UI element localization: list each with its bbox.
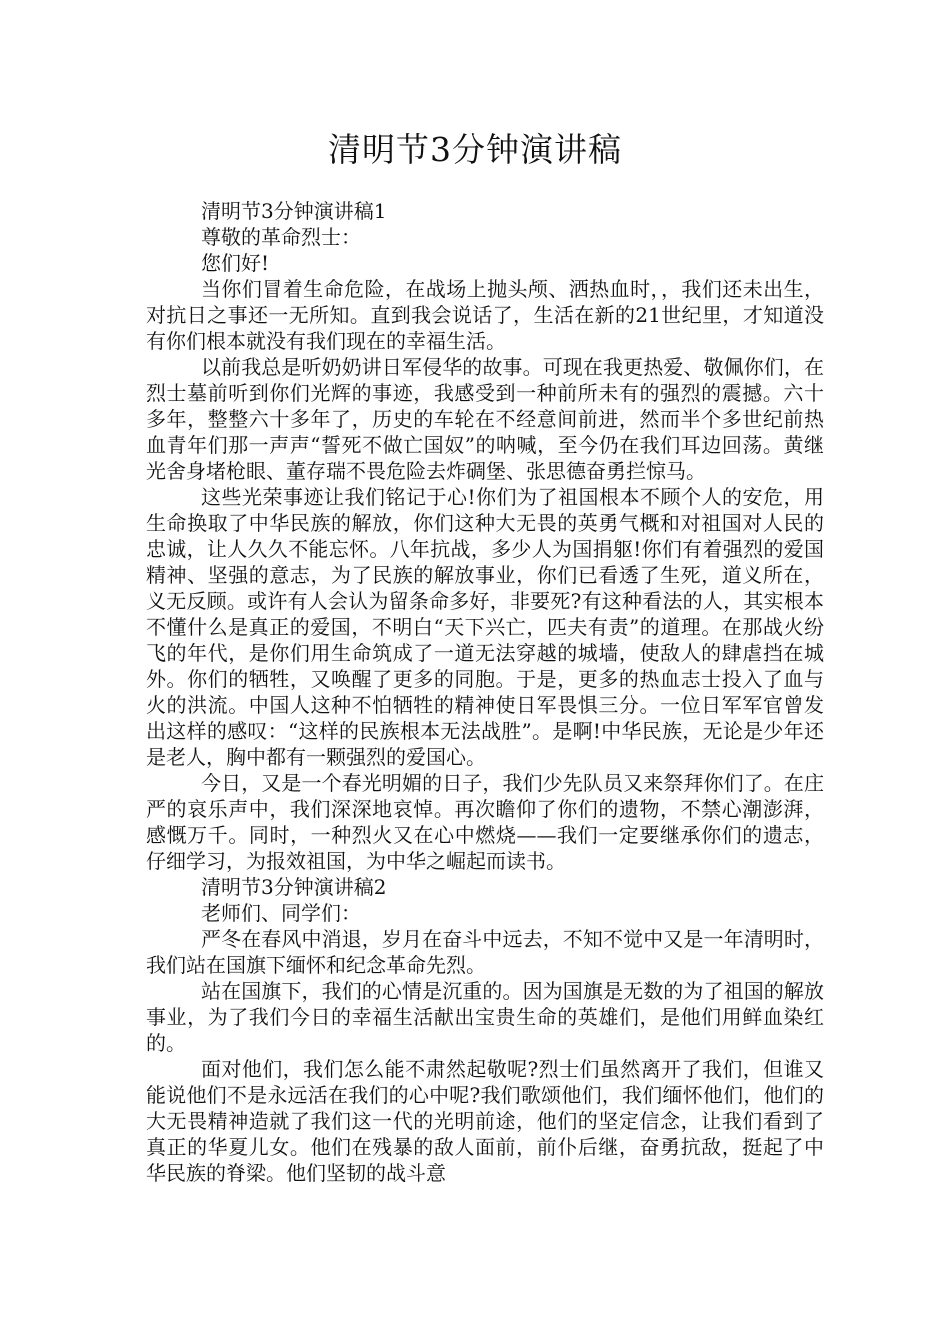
document-body [146,198,824,1186]
body-paragraph: 今日，又是一个春光明媚的日子，我们少先队员又来祭拜你们了。在庄严的哀乐声中，我们深深地哀悼。再次瞻仰了你们的遗物，不禁心潮澎湃，感慨万千。同时，一种烈火又在心中燃烧——我们一定要继承你们的遗志，仔细学习，为报效祖国，为中华之崛起而读书。 [146,771,824,873]
document-title: 清明节3分钟演讲稿 [328,130,622,169]
body-paragraph: 以前我总是听奶奶讲日军侵华的故事。可现在我更热爱、敬佩你们，在烈士墓前听到你们光辉的事迹，我感受到一种前所未有的强烈的震撼。六十多年，整整六十多年了，历史的车轮在不经意间前进，然而半个多世纪前热血青年们那一声声“誓死不做亡国奴”的呐喊，至今仍在我们耳边回荡。黄继光舍身堵枪眼、董存瑞不畏危险去炸碉堡、张思德奋勇拦惊马。 [146,355,824,483]
speech-1-salutation: 尊敬的革命烈士： [201,225,361,249]
body-paragraph: 当你们冒着生命危险，在战场上抛头颅、洒热血时，，我们还未出生，对抗日之事还一无所知。直到我会说话了，生活在新的21世纪里，才知道没有你们根本就没有我们现在的幸福生活。 [146,277,824,353]
body-paragraph: 站在国旗下，我们的心情是沉重的。因为国旗是无数的为了祖国的解放事业，为了我们今日的幸福生活献出宝贵生命的英雄们，是他们用鲜血染红的。 [146,979,824,1055]
body-paragraph: 这些光荣事迹让我们铭记于心!你们为了祖国根本不顾个人的安危，用生命换取了中华民族的解放，你们这种大无畏的英勇气概和对祖国对人民的忠诚，让人久久不能忘怀。八年抗战，多少人为国捐躯!你们有着强烈的爱国精神、坚强的意志，为了民族的解放事业，你们已看透了生死，道义所在，义无反顾。或许有人会认为留条命多好，非要死?有这种看法的人，其实根本不懂什么是真正的爱国，不明白“天下兴亡，匹夫有责”的道理。在那战火纷飞的年代，是你们用生命筑成了一道无法穿越的城墙，使敌人的肆虐挡在城外。你们的牺牲，又唤醒了更多的同胞。于是，更多的热血志士投入了血与火的洪流。中国人这种不怕牺牲的精神使日军畏惧三分。一位日军军官曾发出这样的感叹：“这样的民族根本无法战胜”。是啊!中华民族，无论是少年还是老人，胸中都有一颗强烈的爱国心。 [146,485,824,769]
speech-1-greeting: 您们好! [201,251,270,275]
speech-2-salutation: 老师们、同学们： [201,901,361,925]
body-paragraph: 面对他们，我们怎么能不肃然起敬呢?烈士们虽然离开了我们，但谁又能说他们不是永远活在我们的心中呢?我们歌颂他们，我们缅怀他们，他们的大无畏精神造就了我们这一代的光明前途，他们的坚定信念，让我们看到了真正的华夏儿女。他们在残暴的敌人面前，前仆后继，奋勇抗敌，挺起了中华民族的脊梁。他们坚韧的战斗意 [146,1057,824,1185]
body-paragraph: 严冬在春风中消退，岁月在奋斗中远去，不知不觉中又是一年清明时，我们站在国旗下缅怀和纪念革命先烈。 [146,927,824,977]
speech-1-heading: 清明节3分钟演讲稿1 [201,199,387,223]
speech-2-heading: 清明节3分钟演讲稿2 [201,875,387,899]
